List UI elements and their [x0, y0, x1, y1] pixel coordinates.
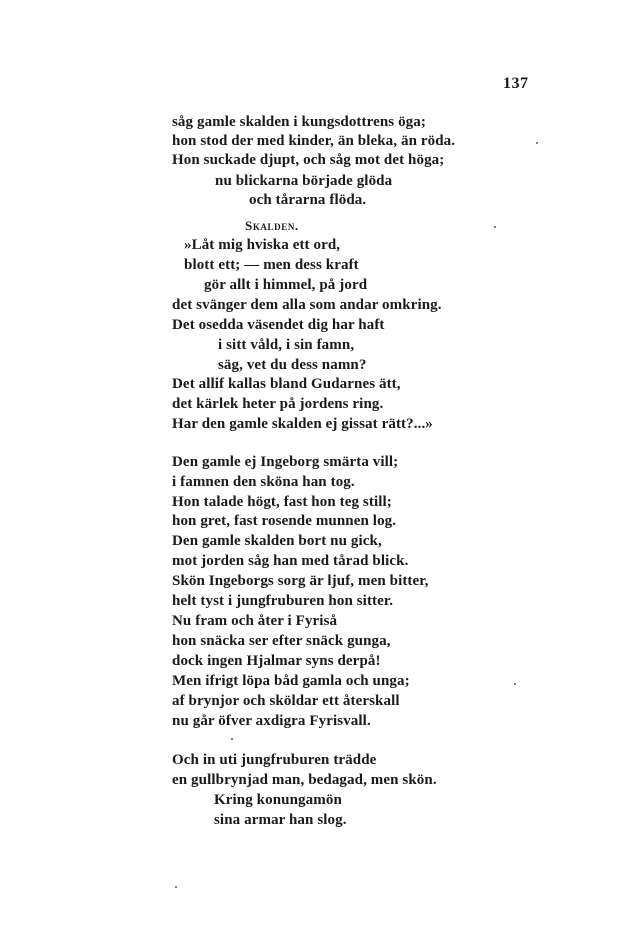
poem-line-11: i sitt våld, i sin famn,	[218, 337, 355, 353]
poem-line-20: Den gamle skalden bort nu gick,	[172, 533, 382, 549]
poem-line-10: Det osedda väsendet dig har haft	[172, 317, 385, 333]
speck-2	[494, 226, 496, 228]
poem-line-25: hon snäcka ser efter snäck gunga,	[172, 633, 391, 649]
speck-3	[514, 683, 516, 685]
poem-line-23: helt tyst i jungfruburen hon sitter.	[172, 593, 394, 609]
poem-line-5: och tårarna flöda.	[249, 192, 367, 208]
poem-line-31: en gullbrynjad man, bedagad, men skön.	[172, 772, 437, 788]
poem-line-17: i famnen den sköna han tog.	[172, 474, 355, 490]
poem-line-29: nu går öfver axdigra Fyrisvall.	[172, 713, 371, 729]
poem-line-13: Det allif kallas bland Gudarnes ätt,	[172, 376, 401, 392]
poem-line-8: gör allt i himmel, på jord	[204, 277, 368, 293]
poem-line-1: såg gamle skalden i kungsdottrens öga;	[172, 114, 426, 130]
poem-line-32: Kring konungamön	[214, 792, 342, 808]
poem-line-24: Nu fram och åter i Fyriså	[172, 613, 338, 629]
poem-line-27: Men ifrigt löpa båd gamla och unga;	[172, 673, 410, 689]
page-number: 137	[503, 75, 529, 92]
poem-line-33: sina armar han slog.	[214, 812, 347, 828]
poem-line-18: Hon talade högt, fast hon teg still;	[172, 494, 392, 510]
poem-line-9: det svänger dem alla som andar omkring.	[172, 297, 442, 313]
poem-line-6: »Låt mig hviska ett ord,	[184, 237, 341, 253]
poem-line-28: af brynjor och sköldar ett återskall	[172, 693, 400, 709]
poem-line-2: hon stod der med kinder, än bleka, än röda.	[172, 133, 456, 149]
speaker-heading: Skalden.	[245, 218, 299, 233]
poem-line-3: Hon suckade djupt, och såg mot det höga;	[172, 152, 445, 168]
poem-line-22: Skön Ingeborgs sorg är ljuf, men bitter,	[172, 573, 429, 589]
poem-line-7: blott ett; — men dess kraft	[184, 257, 359, 273]
poem-line-14: det kärlek heter på jordens ring.	[172, 396, 384, 412]
poem-line-4: nu blickarna började glöda	[215, 173, 393, 189]
speck-4	[231, 738, 233, 740]
speck-5	[175, 886, 177, 888]
poem-line-21: mot jorden såg han med tårad blick.	[172, 553, 409, 569]
poem-line-30: Och in uti jungfruburen trädde	[172, 752, 377, 768]
speck-1	[536, 142, 538, 144]
poem-line-15: Har den gamle skalden ej gissat rätt?...»	[172, 416, 433, 432]
poem-line-12: säg, vet du dess namn?	[218, 357, 367, 373]
poem-line-26: dock ingen Hjalmar syns derpå!	[172, 653, 381, 669]
poem-line-19: hon gret, fast rosende munnen log.	[172, 513, 397, 529]
poem-line-16: Den gamle ej Ingeborg smärta vill;	[172, 454, 399, 470]
